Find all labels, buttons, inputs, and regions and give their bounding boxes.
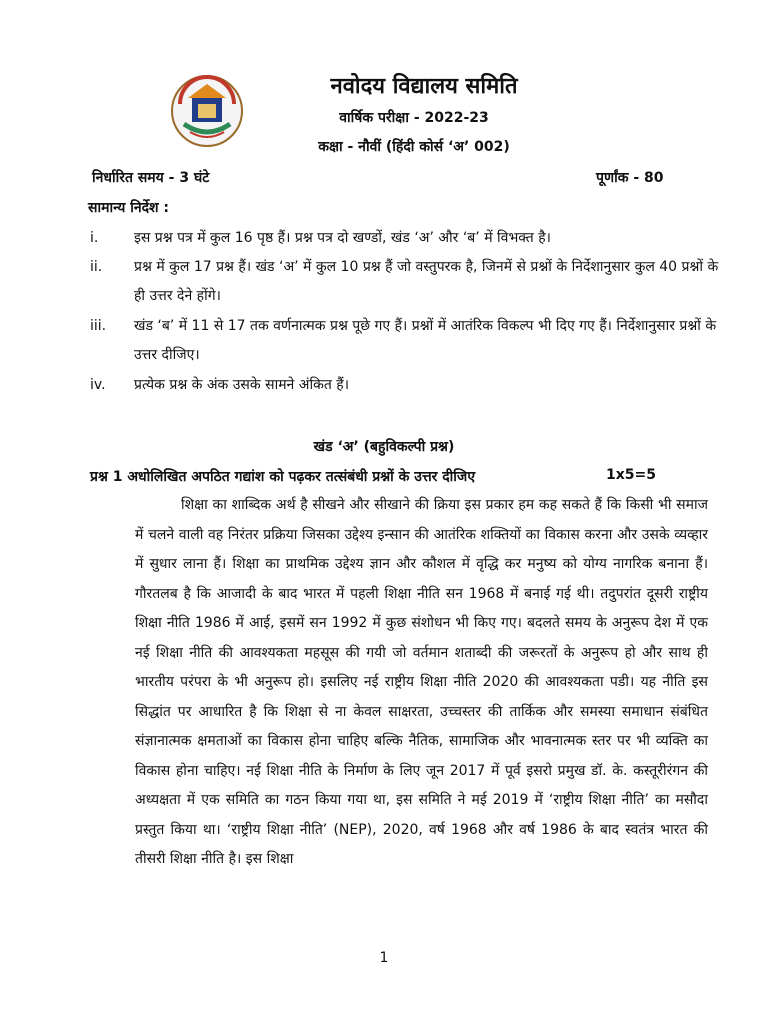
instruction-item <box>90 371 720 400</box>
section-a-title: खंड ‘अ’ (बहुविकल्पी प्रश्न) <box>313 439 455 455</box>
instruction-number: iv. <box>90 377 106 393</box>
max-marks: पूर्णांक - 80 <box>596 170 664 186</box>
instruction-number: iii. <box>90 318 107 334</box>
org-title: नवोदय विद्यालय समिति <box>330 74 518 99</box>
instructions-title: सामान्य निर्देश : <box>88 200 170 216</box>
exam-title: वार्षिक परीक्षा - 2022-23 <box>339 110 489 126</box>
class-title: कक्षा - नौवीं (हिंदी कोर्स ‘अ’ 002) <box>318 139 510 155</box>
instruction-number: i. <box>90 230 99 246</box>
instruction-text: प्रत्येक प्रश्न के अंक उसके सामने अंकित हैं। <box>134 377 350 393</box>
page-number: 1 <box>379 950 389 966</box>
instruction-item <box>90 224 720 253</box>
passage: शिक्षा का शाब्दिक अर्थ है सीखने और सीखाने की क्रिया इस प्रकार हम कह सकते हैं कि किसी भी समाज में चलने वाली वह निरंतर प्रक्रिया जिसका उद्देश्य इन्सान की आतंरिक शक्तियों का विकास करना और उसके व्यव्हार में सुधार लाना हैं। शिक्षा का प्राथमिक उद्देश्य ज्ञान और कौशल में वृद्धि कर मनुष्य को योग्य नागरिक बनाना हैं। गौरतलब है कि आजादी के बाद भारत में पहली शिक्षा नीति सन 1968 में बनाई गई थी। तदुपरांत दूसरी राष्ट्रीय शिक्षा नीति 1986 में आई, इसमें सन 1992 में कुछ संशोधन भी किए गए। बदलते समय के अनुरूप देश में एक नई शिक्षा नीति की आवश्यकता महसूस की गयी जो वर्तमान शताब्दी की जरूरतों के अनुरूप हो और साथ ही भारतीय परंपरा के भी अनुरूप हो। इसलिए नई राष्ट्रीय शिक्षा नीति 2020 की आवश्यकता पडी। यह नीति इस सिद्धांत पर आधारित है कि शिक्षा से ना केवल साक्षरता, उच्चस्तर की तार्किक और समस्या समाधान संबंधित संज्ञानात्मक क्षमताओं का विकास होना चाहिए बल्कि नैतिक, सामाजिक और भावनात्मक स्तर पर भी व्यक्ति का विकास होना चाहिए। नई शिक्षा नीति के निर्माण के लिए जून 2017 में पूर्व इसरो प्रमुख डॉ. के. कस्तूरीरंगन की अध्यक्षता में एक समिति का गठन किया गया था, इस समिति ने मई 2019 में ‘राष्ट्रीय शिक्षा नीति’ का मसौदा प्रस्तुत किया था। ‘राष्ट्रीय शिक्षा नीति’ (NEP), 2020, वर्ष 1968 और वर्ष 1986 के बाद स्वतंत्र भारत की तीसरी शिक्षा नीति है। इस शिक्षा <box>135 497 708 867</box>
instruction-text: इस प्रश्न पत्र में कुल 16 पृष्ठ हैं। प्रश्न पत्र दो खण्डों, खंड ‘अ’ और ‘ब’ में विभक्त है। <box>134 230 551 246</box>
question-1: प्रश्न 1 अधोलिखित अपठित गद्यांश को पढ़कर तत्संबंधी प्रश्नों के उत्तर दीजिए <box>90 469 476 485</box>
instruction-item <box>90 312 720 370</box>
time-allowed: निर्धारित समय - 3 घंटे <box>92 170 210 186</box>
instruction-item <box>90 253 720 311</box>
instruction-text: खंड ‘ब’ में 11 से 17 तक वर्णनात्मक प्रश्न पूछे गए हैं। प्रश्नों में आतंरिक विकल्प भी दिए गए हैं। निर्देशानुसार प्रश्नों के उत्तर दीजिए। <box>134 318 717 363</box>
instruction-text: प्रश्न में कुल 17 प्रश्न हैं। खंड ‘अ’ में कुल 10 प्रश्न हैं जो वस्तुपरक है, जिनमें से प्रश्नों के निर्देशानुसार कुल 40 प्रश्नों के ही उत्तर देने होंगे। <box>134 259 719 304</box>
instruction-number: ii. <box>90 259 103 275</box>
question-1-marks: 1x5=5 <box>606 467 656 483</box>
